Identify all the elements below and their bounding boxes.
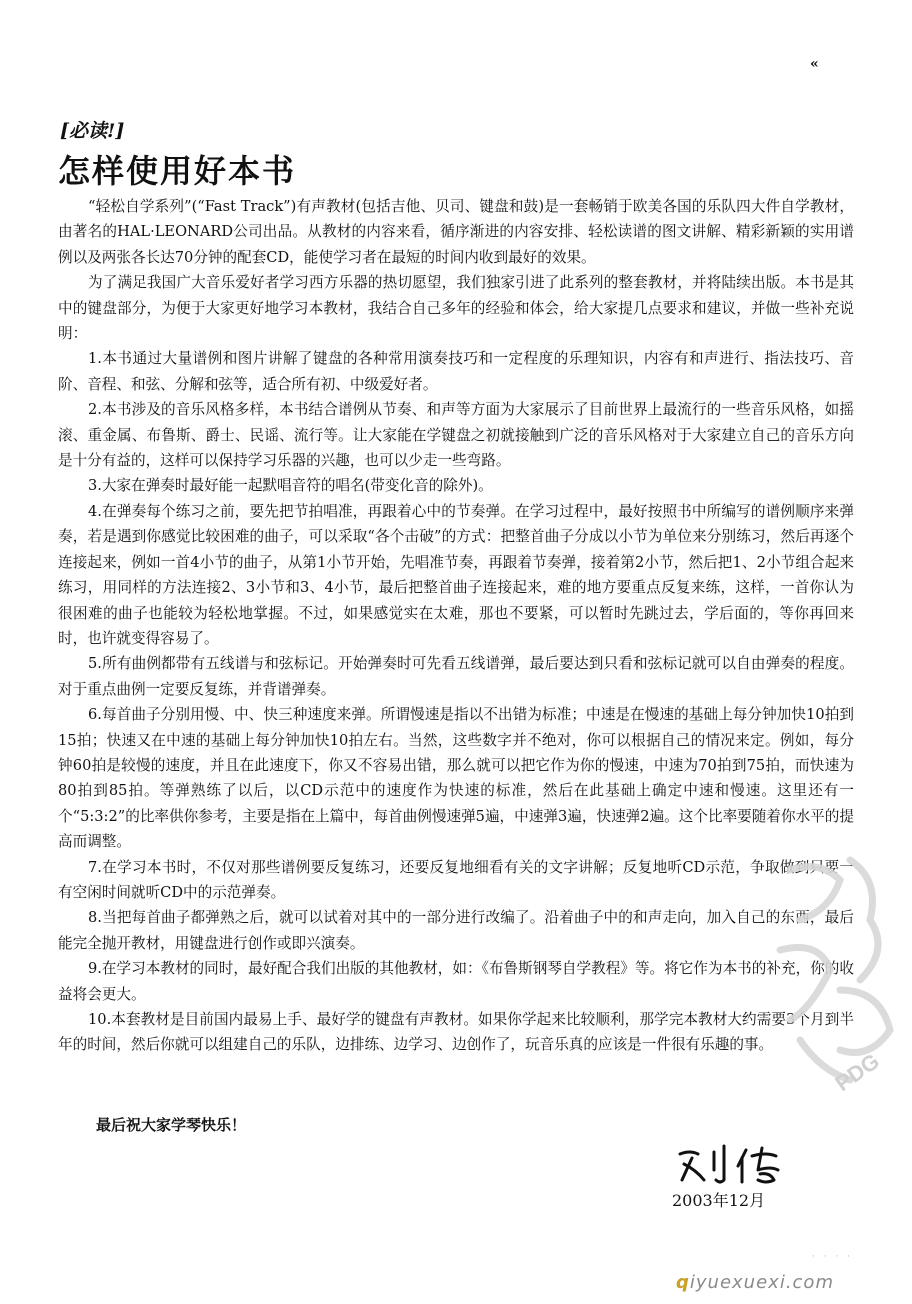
paragraph-item-2: 2.本书涉及的音乐风格多样，本书结合谱例从节奏、和声等方面为大家展示了目前世界上最流行的一些音乐风格，如摇滚、重金属、布鲁斯、爵士、民谣、流行等。让大家能在学键盘之初就接触到广泛的音乐风格对于大家建立自己的音乐方向是十分有益的，这样可以保持学习乐器的兴趣，也可以少走一些弯路。 — [58, 401, 854, 470]
paragraph-item-6: 6.每首曲子分别用慢、中、快三种速度来弹。所谓慢速是指以不出错为标准；中速是在慢速的基础上每分钟加快10拍到15拍；快速又在中速的基础上每分钟加快10拍左右。当然，这些数字并不绝对，你可以根据自己的情况来定。例如，每分钟60拍是较慢的速度，并且在此速度下，你又不容易出错，那么就可以把它作为你的慢速，中速为70拍到75拍，而快速为80拍到85拍。等弹熟练了以后，以CD示范中的速度作为快速的标准，然后在此基础上确定中速和慢速。这里还有一个“5:3:2”的比率供你参考，主要是指在上篇中，每首曲例慢速弹5遍，中速弹3遍，快速弹2遍。这个比率要随着你水平的提高而调整。 — [58, 706, 854, 851]
scan-noise-dots: · · · · — [812, 1252, 854, 1262]
paragraph-item-3: 3.大家在弹奏时最好能一起默唱音符的唱名(带变化音的除外)。 — [88, 477, 493, 495]
paragraph-item-4: 4.在弹奏每个练习之前，要先把节拍唱准，再跟着心中的节奏弹。在学习过程中，最好按照书中所编写的谱例顺序来弹奏，若是遇到你感觉比较困难的曲子，可以采取“各个击破”的方式：把整首曲子分成以小节为单位来分别练习，然后再逐个连接起来，例如一首4小节的曲子，从第1小节开始，先唱准节奏，再跟着节奏弹，接着第2小节，然后把1、2小节组合起来练习，用同样的方法连接2、3小节和3、4小节，最后把整首曲子连接起来，难的地方要重点反复来练，这样，一首你认为很困难的曲子也能较为轻松地掌握。不过，如果感觉实在太难，那也不要紧，可以暂时先跳过去，学后面的，等你再回来时，也许就变得容易了。 — [58, 502, 854, 647]
paragraph-item-9: 9.在学习本教材的同时，最好配合我们出版的其他教材，如：《布鲁斯钢琴自学教程》等。将它作为本书的补充，你的收益将会更大。 — [58, 960, 854, 1003]
footer-url-lead: q — [676, 1272, 690, 1293]
paragraph-item-8: 8.当把每首曲子都弹熟之后，就可以试着对其中的一部分进行改编了。沿着曲子中的和声走向，加入自己的东西，最后能完全抛开教材，用键盘进行创作或即兴演奏。 — [58, 909, 854, 952]
page-title: 怎样使用好本书 — [58, 152, 297, 190]
footer-watermark-url — [676, 1272, 834, 1293]
pdg-watermark-stamp — [760, 840, 910, 1100]
paragraph-item-1: 1.本书通过大量谱例和图片讲解了键盘的各种常用演奏技巧和一定程度的乐理知识，内容有和声进行、指法技巧、音阶、音程、和弦、分解和弦等，适合所有初、中级爱好者。 — [58, 350, 854, 393]
closing-wish: 最后祝大家学琴快乐！ — [96, 1116, 247, 1134]
paragraph-purpose: 为了满足我国广大音乐爱好者学习西方乐器的热切愿望，我们独家引进了此系列的整套教材，并将陆续出版。本书是其中的键盘部分，为便于大家更好地学习本教材，我结合自己多年的经验和体会，给大家提几点要求和建议，并做一些补充说明： — [58, 274, 854, 343]
paragraph-item-5: 5.所有曲例都带有五线谱与和弦标记。开始弹奏时可先看五线谱弹，最后要达到只看和弦标记就可以自由弹奏的程度。对于重点曲例一定要反复练，并背谱弹奏。 — [58, 655, 854, 698]
paragraph-item-7: 7.在学习本书时，不仅对那些谱例要反复练习，还要反复地细看有关的文字讲解；反复地听CD示范，争取做到只要一有空闲时间就听CD中的示范弹奏。 — [58, 858, 854, 901]
must-read-label: [必读!] — [60, 120, 125, 142]
signature-date: 2003年12月 — [672, 1191, 766, 1210]
paragraph-intro: “轻松自学系列”(“Fast Track”)有声教材(包括吉他、贝司、键盘和鼓)是一套畅销于欧美各国的乐队四大件自学教材，由著名的HAL·LEONARD公司出品。从教材的内容来看，循序渐进的内容安排、轻松读谱的图文讲解、精彩新颖的实用谱例以及两张各长达70分钟的配套CD，能使学习者在最短的时间内收到最好的效果。 — [58, 198, 854, 266]
watermark-label: PDG — [830, 1048, 884, 1097]
corner-scan-mark: « — [810, 56, 819, 72]
footer-url-rest: iyuexuexi.com — [689, 1272, 834, 1293]
body-text — [58, 194, 854, 1058]
paragraph-item-10: 10.本套教材是目前国内最易上手、最好学的键盘有声教材。如果你学起来比较顺利，那学完本教材大约需要3个月到半年的时间，然后你就可以组建自己的乐队，边排练、边学习、边创作了，玩音乐真的应该是一件很有乐趣的事。 — [58, 1011, 854, 1054]
handwritten-signature — [670, 1140, 800, 1188]
